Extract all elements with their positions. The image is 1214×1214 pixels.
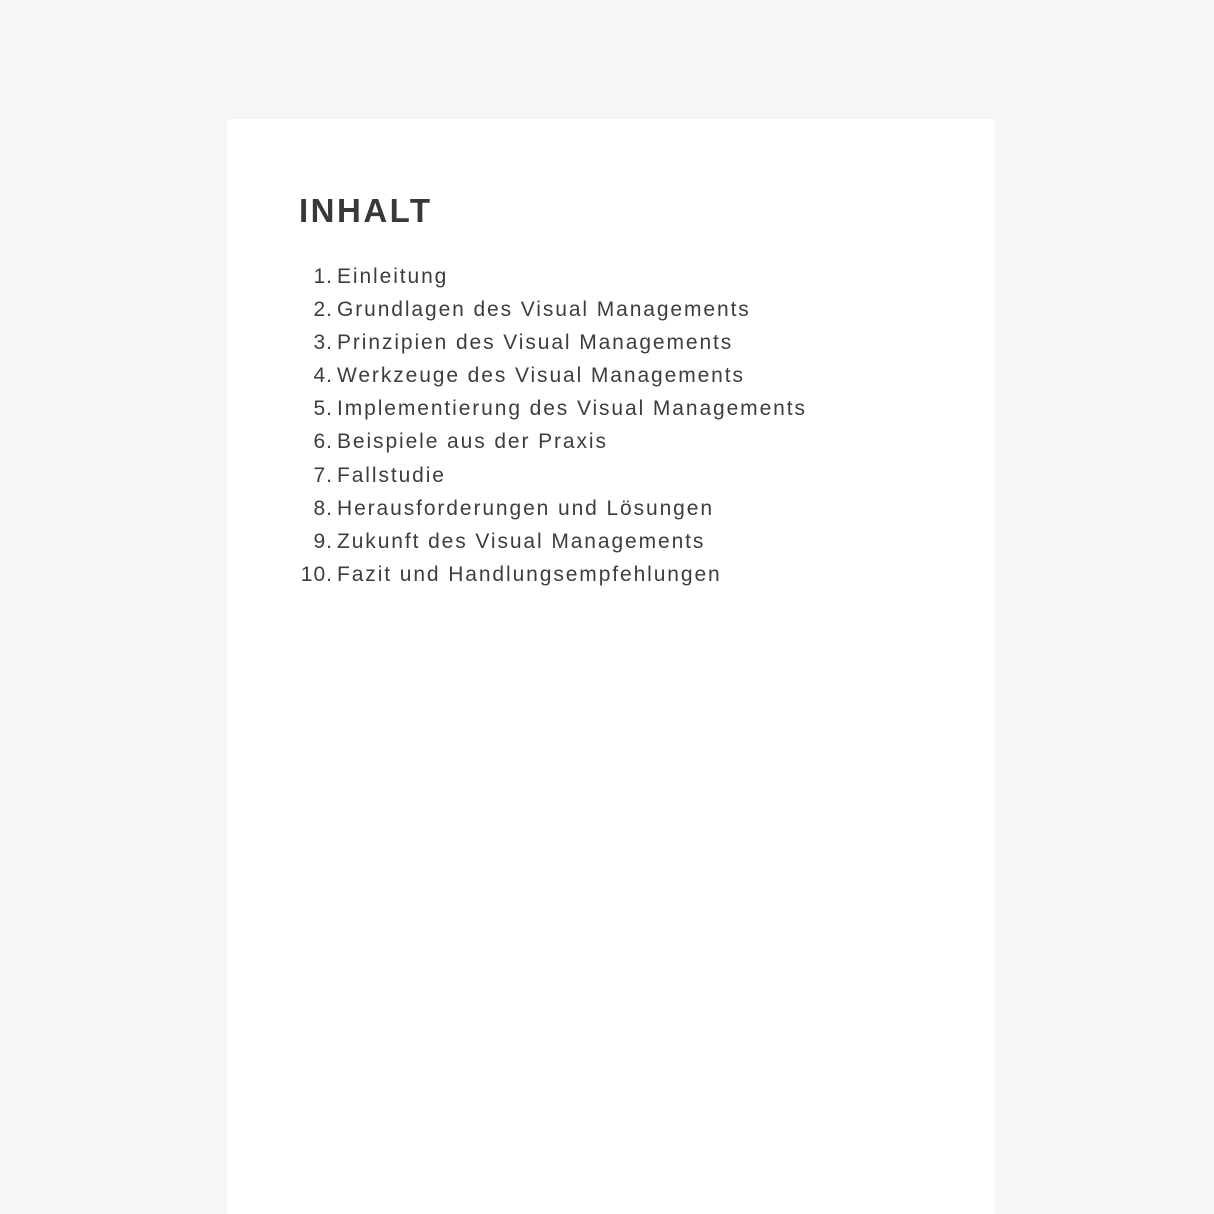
toc-item-number: 1. (313, 265, 333, 288)
toc-item[interactable] (227, 265, 807, 298)
toc-item[interactable] (227, 397, 807, 430)
toc-item-number: 7. (313, 463, 333, 487)
toc-item-label: Fazit und Handlungsempfehlungen (337, 562, 722, 586)
toc-item[interactable] (227, 530, 807, 563)
toc-item-label: Fallstudie (337, 463, 446, 487)
toc-title: INHALT (299, 192, 433, 229)
toc-item[interactable] (227, 430, 807, 463)
table-of-contents (227, 265, 807, 596)
toc-item-number: 4. (313, 364, 333, 388)
toc-item-number: 9. (313, 529, 333, 553)
toc-item[interactable] (227, 497, 807, 530)
toc-item[interactable] (227, 464, 807, 497)
toc-item-label: Grundlagen des Visual Managements (337, 298, 751, 322)
toc-item-label: Herausforderungen und Lösungen (337, 496, 714, 520)
toc-item-number: 2. (313, 298, 333, 322)
toc-item-label: Einleitung (337, 265, 449, 288)
toc-item-label: Beispiele aus der Praxis (337, 430, 608, 454)
toc-item-number: 8. (313, 496, 333, 520)
toc-item-label: Implementierung des Visual Managements (337, 397, 807, 421)
document-page (227, 119, 995, 1214)
toc-item-number: 5. (313, 397, 333, 421)
toc-item[interactable] (227, 331, 807, 364)
toc-item[interactable] (227, 364, 807, 397)
toc-item[interactable] (227, 298, 807, 331)
toc-item-label: Prinzipien des Visual Managements (337, 331, 734, 355)
toc-item-number: 6. (313, 430, 333, 454)
toc-item-number: 10. (300, 562, 333, 586)
toc-item-number: 3. (313, 331, 333, 355)
toc-item[interactable] (227, 563, 807, 596)
toc-item-label: Werkzeuge des Visual Managements (337, 364, 745, 388)
toc-item-label: Zukunft des Visual Managements (337, 529, 706, 553)
